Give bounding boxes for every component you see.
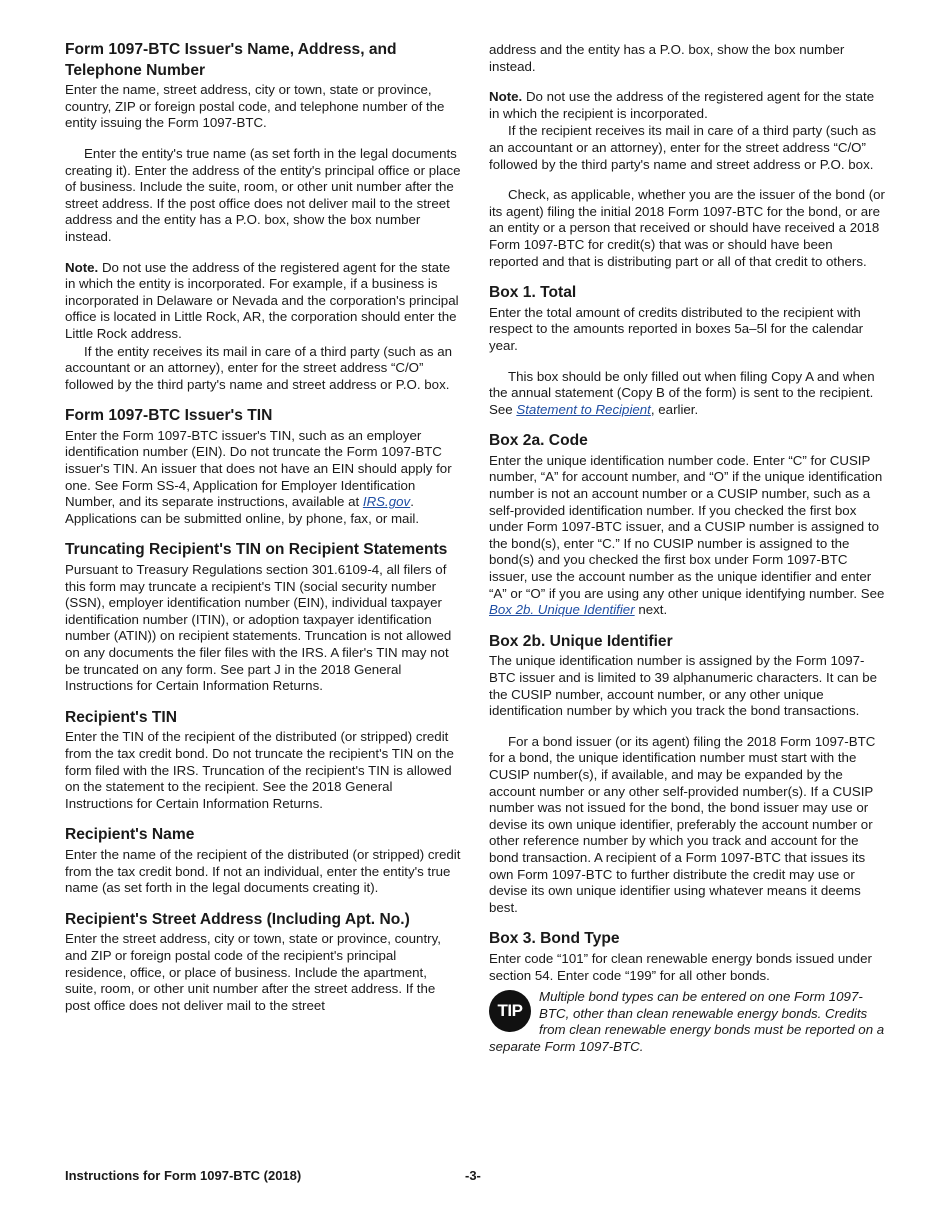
recipient-address-paragraph: Enter the street address, city or town, state or province, country, and ZIP or foreign postal code of the recipient's principal residence, office, or place of business. Include the apartment, suite, room, or other unit number after the street address. If the post office does not deliver mail to the street bbox=[65, 931, 441, 1013]
irs-gov-link[interactable]: IRS.gov bbox=[362, 494, 411, 510]
check-applicable-paragraph: Check, as applicable, whether you are the issuer of the bond (or its agent) filing the initial 2018 Form 1097-BTC for the bond, or are an entity or a person that received or should have received a 2018 Form 1097-BTC for credit(s) that was or should have been reported and that is distributing part or all of that credit to others. bbox=[489, 187, 885, 269]
recipient-care-of-paragraph: If the recipient receives its mail in care of a third party (such as an accountant or an attorney), enter for the street address “C/O” followed by the third party's name and street address or P.O. box. bbox=[489, 123, 877, 172]
note-label: Note. bbox=[489, 89, 523, 105]
recipient-tin-paragraph: Enter the TIN of the recipient of the distributed (or stripped) credit from the tax credit bond. Do not truncate the recipient's TIN on the form filed with the IRS. Truncation of the recipient's TIN is allowed on the statement to the recipient. See the 2018 General Instructions for Certain Information Returns. bbox=[65, 729, 454, 811]
tip-callout bbox=[489, 989, 885, 1055]
box2a-text: Enter the unique identification number code. Enter “C” for CUSIP number, “A” for account number, and “O” if the unique identification number is not an account number or a CUSIP number, such as a self-provided identification number. If you checked the first box under Form 1097-BTC issuer, and a CUSIP number is assigned to the bond(s), enter “C.” If no CUSIP number is assigned to the bond(s) and you checked the first box under Form 1097-BTC issuer, use the account number as the unique identifier and enter “A” or “O” if you are using any other unique identifying number. See bbox=[489, 452, 885, 601]
truncating-tin-paragraph: Pursuant to Treasury Regulations section 301.6109-4, all filers of this form may truncate a recipient's TIN (social security number (SSN), employer identification number (EIN), individual taxpayer identification number (ITIN), or adoption taxpayer identification number (ATIN)) on recipient statements. Truncation is not allowed on any documents the filer files with the IRS. A filer's TIN may not be truncated on any form. See part J in the 2018 General Instructions for Certain Information Returns. bbox=[65, 562, 452, 694]
issuer-true-name-paragraph: Enter the entity's true name (as set forth in the legal documents creating it). Enter the address of the entity's principal office or place of business. Include the suite, room, or other unit number after the street address. If the post office does not deliver mail to the street address and the entity has a P.O. box, show the box number instead. bbox=[65, 145, 461, 244]
box2b-heading: Box 2b. Unique Identifier bbox=[489, 632, 673, 650]
box2b-unique-identifier-link[interactable]: Box 2b. Unique Identifier bbox=[489, 602, 635, 618]
note-label: Note. bbox=[65, 259, 99, 275]
issuer-name-paragraph: Enter the name, street address, city or town, state or province, country, ZIP or foreign postal code, and telephone number of the entity issuing the Form 1097-BTC. bbox=[65, 82, 445, 131]
recipient-name-paragraph: Enter the name of the recipient of the distributed (or stripped) credit from the tax credit bond. If not an individual, enter the entity's true name (as set forth in the legal documents creating it). bbox=[65, 846, 461, 896]
issuer-care-of-paragraph: If the entity receives its mail in care of a third party (such as an accountant or an attorney), enter for the street address “C/O” followed by the third party's name and street address or P.O. box. bbox=[65, 343, 453, 392]
tip-icon: TIP bbox=[489, 990, 531, 1032]
recipient-tin-heading: Recipient's TIN bbox=[65, 708, 178, 726]
page-number: -3- bbox=[465, 1168, 481, 1183]
box2a-paragraph bbox=[489, 453, 885, 619]
issuer-note-paragraph bbox=[65, 260, 461, 343]
issuer-tin-text: Enter the Form 1097-BTC issuer's TIN, such as an employer identification number (EIN). Do not truncate the Form 1097-BTC issuer's TIN. An issuer that does not have an EIN should apply for one. See Form SS-4, Application for Employer Identification Number, and its separate instructions, available at bbox=[65, 427, 452, 510]
left-column bbox=[65, 40, 461, 1014]
box1-copy-a-paragraph bbox=[489, 369, 885, 419]
box1-paragraph: Enter the total amount of credits distributed to the recipient with respect to the amounts reported in boxes 5a–5l for the calendar year. bbox=[489, 304, 864, 353]
recipient-name-heading: Recipient's Name bbox=[65, 826, 195, 844]
box2a-text-end: next. bbox=[634, 602, 668, 618]
issuer-tin-heading: Form 1097-BTC Issuer's TIN bbox=[65, 407, 273, 425]
issuer-tin-text-end: . Applications can be submitted online, by phone, fax, or mail. bbox=[65, 494, 420, 526]
box1-copy-a-text: This box should be only filled out when filing Copy A and when the annual statement (Copy B of the form) is sent to the recipient. See bbox=[489, 368, 875, 417]
box1-copy-a-text-end: , earlier. bbox=[650, 401, 699, 417]
issuer-tin-paragraph bbox=[65, 428, 461, 528]
box3-heading: Box 3. Bond Type bbox=[489, 930, 620, 948]
issuer-name-heading: Form 1097-BTC Issuer's Name, Address, and Telephone Number bbox=[65, 41, 397, 79]
recipient-address-continued: address and the entity has a P.O. box, show the box number instead. bbox=[489, 42, 845, 74]
statement-to-recipient-link[interactable]: Statement to Recipient bbox=[516, 401, 651, 417]
footer-title: Instructions for Form 1097-BTC (2018) bbox=[65, 1168, 302, 1183]
right-column bbox=[489, 42, 885, 1055]
recipient-address-heading: Recipient's Street Address (Including Apt. No.) bbox=[65, 910, 410, 928]
recipient-note-paragraph bbox=[489, 89, 885, 122]
tip-text: Multiple bond types can be entered on one Form 1097-BTC, other than clean renewable energy bonds. Credits from clean renewable energy bonds must be reported on a separate Form 1097-BTC. bbox=[489, 989, 885, 1054]
truncating-tin-heading: Truncating Recipient's TIN on Recipient Statements bbox=[65, 541, 448, 559]
box2a-heading: Box 2a. Code bbox=[489, 432, 588, 450]
note-text: Do not use the address of the registered agent for the state in which the recipient is incorporated. bbox=[489, 89, 875, 121]
box1-heading: Box 1. Total bbox=[489, 284, 577, 302]
note-text: Do not use the address of the registered agent for the state in which the entity is incorporated. For example, if a business is incorporated in Delaware or Nevada and the corporation's principal office is located in Little Rock, AR, the corporation should enter the Little Rock address. bbox=[65, 259, 459, 341]
box2b-paragraph: The unique identification number is assigned by the Form 1097-BTC issuer and is limited to 39 alphanumeric characters. It can be the CUSIP number, account number, or any other unique identification number by which you track the bond transactions. bbox=[489, 653, 878, 719]
box2b-issuer-paragraph: For a bond issuer (or its agent) filing the 2018 Form 1097-BTC for a bond, the unique identification number must start with the CUSIP number(s), if available, and may be expanded by the account number or any other self-provided number(s). If a CUSIP number was not issued for the bond, the bond issuer may use or devise its own unique identifier, preferably the account number or other reference number by which you track and account for the bond transaction. A recipient of a Form 1097-BTC that issues its own Form 1097-BTC to further distribute the credit may use or devise its own unique identifier using whatever means it deems best. bbox=[489, 733, 876, 915]
box3-paragraph: Enter code “101” for clean renewable energy bonds issued under section 54. Enter code “199” for all other bonds. bbox=[489, 950, 872, 983]
